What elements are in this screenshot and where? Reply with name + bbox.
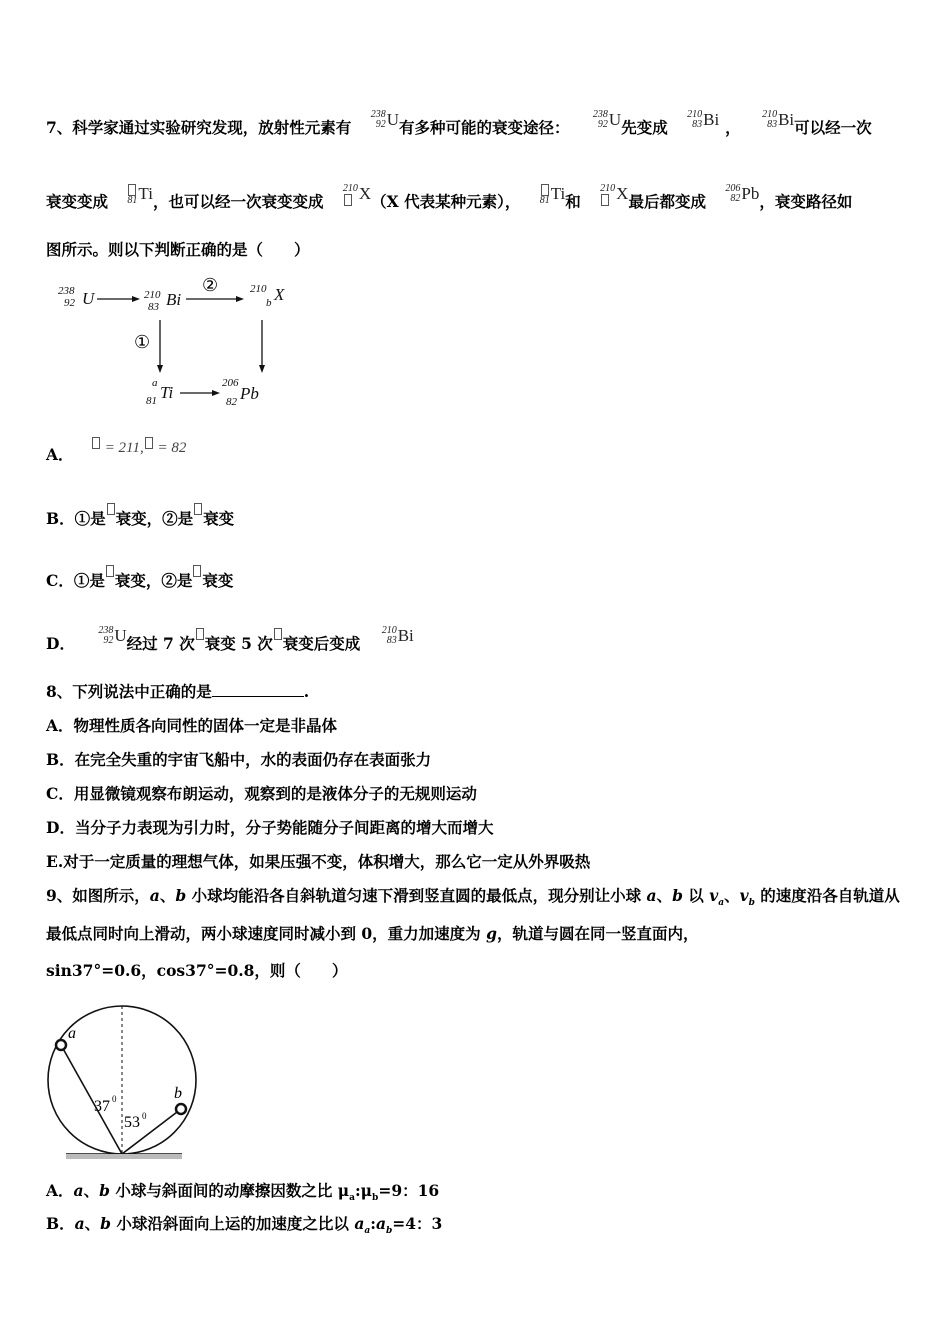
x-num: b [266, 297, 272, 309]
option-label: D． [46, 634, 75, 653]
text: 衰变，②是 [114, 571, 193, 590]
q7-option-b[interactable] [46, 509, 234, 529]
text: 7、科学家通过实验研究发现，放射性元素有 [46, 118, 352, 137]
x-mass: 210 [250, 283, 267, 295]
text: 经过 7 次 [126, 634, 195, 653]
var-b: b [99, 1181, 110, 1200]
answer-blank[interactable] [212, 682, 304, 697]
option-label: A． [46, 1181, 74, 1200]
nuclide-u238: 238 92 U [98, 625, 127, 646]
text: 8、下列说法中正确的是 [46, 682, 212, 701]
var-a: a [73, 1181, 84, 1200]
angle-53: 53 [124, 1114, 140, 1131]
var-b: b [100, 1214, 112, 1233]
option-label: A． [46, 445, 74, 464]
missing-glyph [193, 565, 201, 577]
nuclide-u238: 238 92 U [370, 109, 399, 130]
u-num: 92 [64, 297, 75, 309]
degree-mark: 0 [112, 1094, 117, 1104]
text: （X 代表某种元素）， [371, 192, 521, 211]
var-b: b [175, 886, 187, 905]
q7-line2 [46, 183, 853, 212]
var-a: a [74, 1214, 85, 1233]
text: ①是 [74, 509, 106, 528]
nuclide-ti81: 81 Ti [127, 184, 153, 206]
missing-glyph [194, 503, 202, 515]
var-a: a [149, 886, 160, 905]
degree-mark: 0 [142, 1111, 147, 1121]
ball-b [176, 1104, 186, 1114]
text: ，也可以经一次衰变变成 [152, 192, 324, 211]
ti-symbol: Ti [160, 383, 174, 402]
text: ， [725, 118, 741, 137]
missing-glyph [107, 503, 115, 515]
q7-option-d[interactable] [46, 625, 414, 654]
missing-glyph [601, 194, 609, 206]
nuclide-ti81: 81 Ti [539, 184, 566, 206]
q9-option-a[interactable] [46, 1181, 439, 1208]
text: 、 [656, 886, 673, 905]
text: 衰变 [202, 571, 234, 590]
text: . [303, 682, 310, 701]
pb-num: 82 [226, 396, 237, 408]
missing-glyph [541, 184, 549, 196]
var-vb: $v_b$ [739, 886, 755, 909]
label-step-1: ① [134, 332, 151, 352]
q9-option-b[interactable] [46, 1214, 442, 1241]
pb-symbol: Pb [240, 384, 259, 403]
nuclide-bi210: 210 83 Bi [381, 625, 414, 646]
q8-option-a[interactable]: A．物理性质各向同性的固体一定是非晶体 [46, 716, 338, 735]
nuclide-u238: 238 92 U [592, 109, 622, 130]
text: ①是 [73, 571, 105, 590]
x-symbol: X [274, 285, 285, 304]
u-mass: 238 [58, 285, 75, 297]
q8-option-b[interactable]: B．在完全失重的宇宙飞船中，水的表面仍存在表面张力 [46, 750, 432, 769]
text: ，衰变路径如 [759, 192, 853, 211]
text: 衰变 5 次 [204, 634, 273, 653]
u-symbol: U [82, 289, 95, 308]
text: 9、如图所示， [46, 886, 150, 905]
q9-line1 [46, 886, 900, 913]
text: 小球沿斜面向上运的加速度之比以 [111, 1214, 355, 1233]
nuclide-x210: 210 X [600, 192, 628, 212]
nuclide-x210: 210 X [343, 192, 371, 212]
text: 先变成 [621, 118, 668, 137]
text: 衰变 [203, 509, 235, 528]
var-g: g [486, 924, 497, 943]
bi-mass: 210 [144, 289, 161, 301]
text: 、 [83, 1181, 100, 1200]
text: 、 [159, 886, 176, 905]
bi-symbol: Bi [166, 290, 182, 309]
ball-a [56, 1040, 66, 1050]
ground-hatching [66, 1154, 182, 1159]
text: 最后都变成 [628, 192, 706, 211]
q7-line3: 图所示。则以下判断正确的是（ ） [46, 240, 310, 259]
text: 衰变后变成 [282, 634, 361, 653]
circle-figure [44, 996, 204, 1162]
var-a: a [646, 886, 657, 905]
missing-glyph [106, 565, 114, 577]
text: 和 [565, 192, 581, 211]
decay-diagram [52, 272, 302, 412]
text: ，轨道与圆在同一竖直面内， [496, 924, 699, 943]
ti-num: 81 [146, 395, 157, 407]
text: 可以经一次 [794, 118, 872, 137]
var-va: $v_a$ [709, 886, 725, 909]
label-step-2: ② [202, 275, 219, 295]
nuclide-pb206: 206 82 Pb [725, 183, 760, 204]
text: 衰变变成 [46, 192, 109, 211]
text: 的速度沿各自轨道从 [754, 886, 900, 905]
text: 小球与斜面间的动摩擦因数之比 [109, 1181, 338, 1200]
q8-option-c[interactable]: C．用显微镜观察布朗运动，观察到的是液体分子的无规则运动 [46, 784, 477, 803]
option-label: B． [46, 509, 75, 528]
ti-mass: a [152, 377, 158, 389]
angle-37: 37 [94, 1098, 110, 1115]
mu-ratio: $\mu_a:\mu_b=9$：16 [337, 1181, 440, 1204]
option-a-expression: = 211, = 82 [91, 440, 186, 456]
pb-mass: 206 [222, 377, 239, 389]
missing-glyph [128, 184, 136, 196]
var-b: b [672, 886, 683, 905]
q8-stem [46, 682, 309, 702]
label-a: a [68, 1025, 76, 1042]
q8-option-d[interactable]: D．当分子力表现为引力时，分子势能随分子间距离的增大而增大 [46, 818, 494, 837]
option-label: C． [46, 571, 74, 590]
q9-line2 [46, 924, 698, 944]
q7-option-c[interactable] [46, 571, 233, 591]
q7-line1 [46, 109, 872, 138]
label-b: b [174, 1085, 182, 1102]
bi-num: 83 [148, 301, 159, 313]
text: 、 [724, 886, 740, 905]
q8-option-e[interactable]: E.对于一定质量的理想气体，如果压强不变，体积增大，那么它一定从外界吸热 [46, 852, 591, 871]
nuclide-bi210: 210 83 Bi [762, 109, 795, 130]
text: 有多种可能的衰变途径： [398, 118, 570, 137]
option-label: B． [46, 1214, 75, 1233]
accel-ratio: $a_a:a_b=4$：3 [354, 1214, 443, 1237]
missing-glyph [196, 628, 204, 640]
nuclide-bi210: 210 83 Bi [687, 109, 720, 130]
text: 以 [682, 886, 710, 905]
text: 最低点同时向上滑动，两小球速度同时减小到 0，重力加速度为 [46, 924, 487, 943]
text: 衰变，②是 [115, 509, 194, 528]
missing-glyph [344, 194, 352, 206]
q9-line3: sin37°=0.6，cos37°=0.8，则（ ） [46, 961, 348, 980]
text: 小球均能沿各自斜轨道匀速下滑到竖直圆的最低点，现分别让小球 [186, 886, 647, 905]
missing-glyph [274, 628, 282, 640]
q7-option-a[interactable] [46, 440, 187, 466]
text: 、 [84, 1214, 101, 1233]
